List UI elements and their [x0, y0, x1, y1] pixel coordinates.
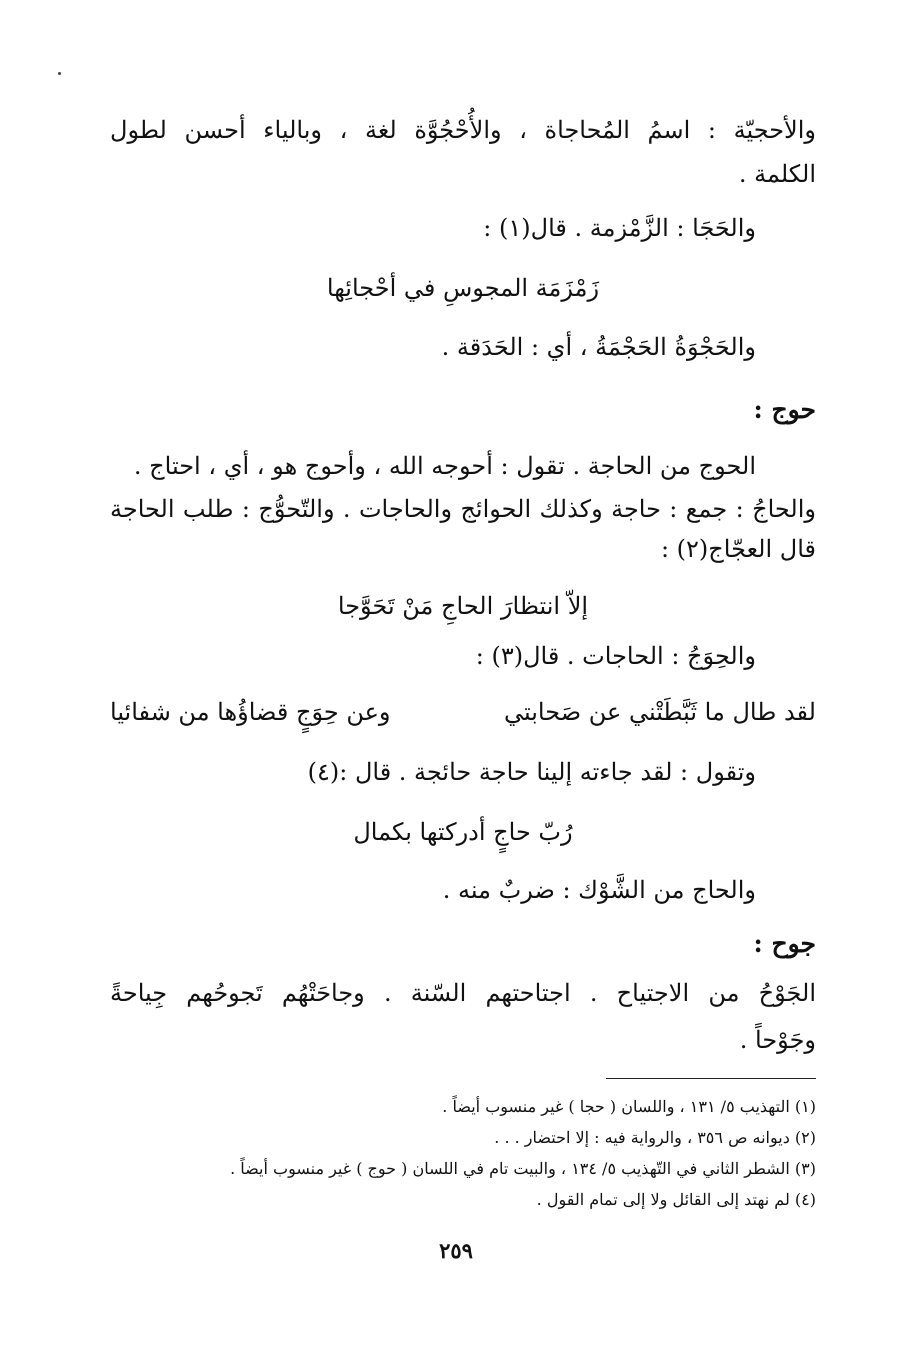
scan-speck	[58, 72, 61, 75]
page-number: ٢٥٩	[439, 1238, 473, 1263]
text-line-5: الحوج من الحاجة . تقول : أحوجه الله ، وأحوج هو ، أي ، احتاج .	[133, 452, 756, 480]
text-line-2: الكلمة .	[738, 160, 816, 188]
footnote-3: (٣) الشطر الثاني في التّهذيب ٥/ ١٣٤ ، والبيت تام في اللسان ( حوج ) غير منسوب أيضاً .	[230, 1159, 816, 1178]
entry-heading-jawh: جوح :	[753, 929, 816, 958]
text-line-11: الجَوْحُ من الاجتياح . اجتاحتهم السّنة . وجاحَتْهُم تَجوحُهم جِياحةً	[110, 979, 816, 1007]
footnote-1: (١) التهذيب ٥/ ١٣١ ، واللسان ( حجا ) غير منسوب أيضاً .	[442, 1097, 816, 1116]
text-line-9: وتقول : لقد جاءته إلينا حاجة حائجة . قال :(٤)	[307, 758, 756, 786]
text-line-3: والحَجَا : الزَّمْزمة . قال(١) :	[483, 214, 756, 242]
text-line-1: والأحجيّة : اسمُ المُحاجاة ، والأُحْجُوَّة لغة ، وبالياء أحسن لطول	[110, 116, 816, 144]
text-line-10: والحاج من الشَّوْك : ضربٌ منه .	[442, 876, 756, 904]
verse-left-hemistich: وعن حِوَجٍ قضاؤُها من شفائيا	[110, 698, 391, 726]
verse-line	[110, 692, 816, 732]
footnote-separator	[606, 1078, 816, 1079]
footnote-2: (٢) ديوانه ص ٣٥٦ ، والرواية فيه : إلا احتضار . . .	[494, 1128, 816, 1147]
poem-line-3: رُبّ حاجٍ أدركتها بكمال	[353, 818, 573, 846]
entry-heading-hawj: حوج :	[753, 395, 816, 424]
verse-right-hemistich: لقد طال ما ثَبَّطَتْني عن صَحابتي	[503, 698, 816, 726]
text-line-12: وجَوْحاً .	[739, 1026, 816, 1054]
poem-line-1: زَمْزَمَة المجوسِ في أحْجائِها	[326, 274, 600, 302]
text-line-6: والحاجُ : جمع : حاجة وكذلك الحوائج والحاجات . والتّحوُّج : طلب الحاجة	[110, 495, 816, 523]
text-line-8: والحِوَجُ : الحاجات . قال(٣) :	[475, 642, 756, 670]
text-line-7: قال العجّاج(٢) :	[660, 535, 816, 563]
poem-line-2: إلاّ انتظارَ الحاجِ مَنْ تَحَوَّجا	[337, 592, 589, 620]
footnote-4: (٤) لم نهتد إلى القائل ولا إلى تمام القول .	[536, 1190, 816, 1209]
text-line-4: والحَجْوَةُ الحَجْمَةُ ، أي : الحَدَقة .	[441, 333, 756, 361]
